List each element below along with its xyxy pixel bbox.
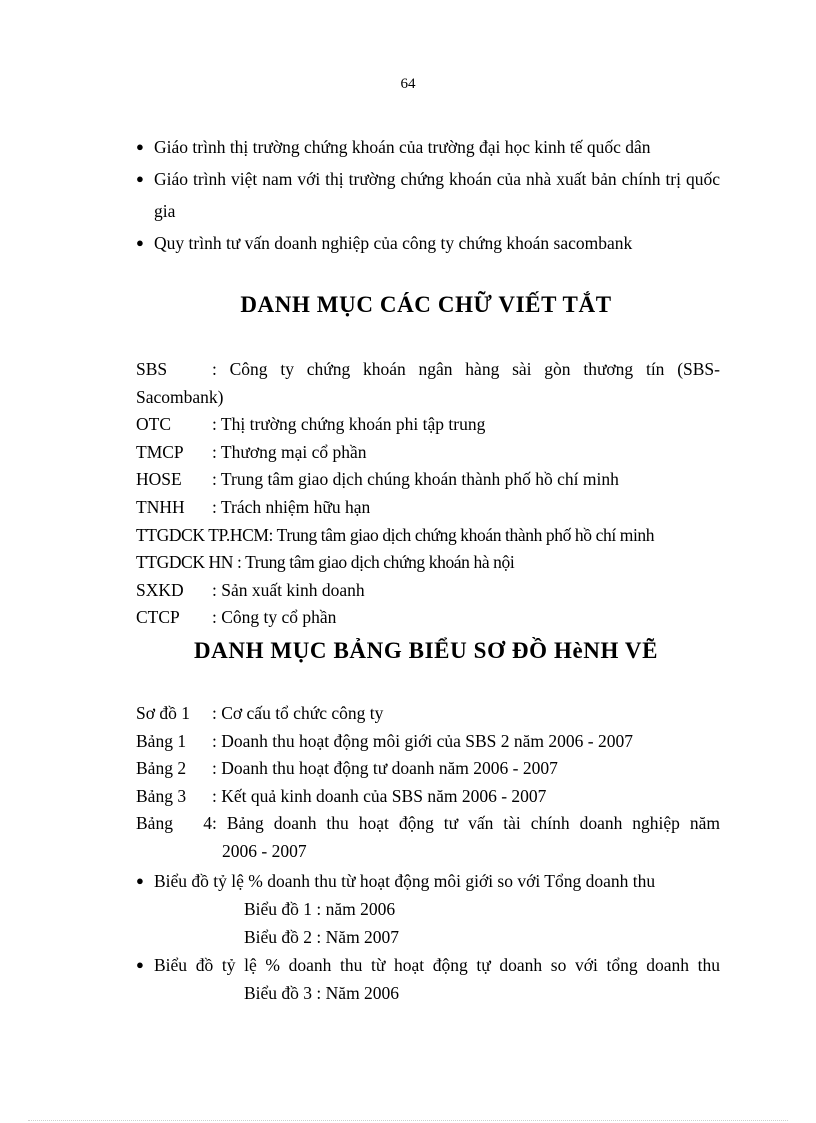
abbreviation-desc: : Sản xuất kinh doanh bbox=[212, 579, 365, 600]
page-number: 64 bbox=[400, 76, 416, 92]
abbreviation-item bbox=[136, 549, 720, 577]
abbreviation-term: TMCP bbox=[136, 441, 184, 462]
table-desc: : Cơ cấu tổ chức công ty bbox=[212, 703, 384, 723]
bullet-icon: ● bbox=[136, 957, 144, 972]
table-item bbox=[136, 700, 720, 728]
chart-item bbox=[136, 867, 720, 951]
abbreviation-full: TTGDCK TP.HCM: Trung tâm giao dịch chứng khoán thành phố hồ chí minh bbox=[136, 524, 655, 545]
table-item bbox=[136, 728, 720, 756]
abbreviation-list bbox=[136, 356, 720, 632]
abbreviation-item bbox=[136, 494, 720, 522]
abbreviation-term: HOSE bbox=[136, 469, 182, 490]
abbreviation-item bbox=[136, 411, 720, 439]
abbreviation-term: OTC bbox=[136, 414, 171, 435]
chart-title: Biểu đồ tỷ lệ % doanh thu từ hoạt động tự doanh so với tổng doanh thu bbox=[154, 955, 720, 975]
abbreviation-desc-cont: Sacombank) bbox=[136, 386, 224, 407]
abbreviation-desc: : Trách nhiệm hữu hạn bbox=[212, 496, 371, 517]
table-desc: : Doanh thu hoạt động môi giới của SBS 2 năm 2006 - 2007 bbox=[212, 730, 633, 751]
reference-item: ● Quy trình tư vấn doanh nghiệp của công ty chứng khoán sacombank bbox=[136, 227, 720, 259]
abbreviation-term: CTCP bbox=[136, 607, 180, 628]
reference-item: ● Giáo trình việt nam với thị trường chứng khoán của nhà xuất bản chính trị quốc gia bbox=[136, 163, 720, 227]
abbreviation-desc: : Công ty chứng khoán ngân hàng sài gòn thương tín (SBS- bbox=[212, 359, 720, 379]
chart-subitem: Biểu đồ 3 : Năm 2006 bbox=[244, 983, 400, 1003]
chart-item bbox=[136, 951, 720, 1007]
table-list bbox=[136, 700, 720, 866]
chart-title: Biểu đồ tỷ lệ % doanh thu từ hoạt động môi giới so với Tổng doanh thu bbox=[154, 871, 656, 891]
abbreviation-desc: : Thương mại cổ phần bbox=[212, 441, 367, 462]
abbreviation-item bbox=[136, 439, 720, 467]
abbreviation-term: SXKD bbox=[136, 579, 184, 600]
table-term: Bảng 4 bbox=[136, 813, 212, 834]
table-desc-cont: 2006 - 2007 bbox=[222, 840, 307, 861]
bullet-icon: ● bbox=[136, 171, 144, 186]
abbreviation-item bbox=[136, 356, 720, 411]
abbreviation-term: TNHH bbox=[136, 496, 185, 517]
tables-heading: DANH MỤC BẢNG BIỂU SƠ ĐỒ HèNH VẼ bbox=[193, 638, 659, 663]
table-term: Bảng 3 bbox=[136, 785, 187, 806]
abbreviation-desc: : Trung tâm giao dịch chúng khoán thành phố hồ chí minh bbox=[212, 469, 619, 490]
table-term: Bảng 2 bbox=[136, 758, 187, 779]
abbreviation-desc: : Công ty cổ phần bbox=[212, 607, 337, 628]
bullet-icon: ● bbox=[136, 235, 144, 250]
page-bottom-divider bbox=[28, 1120, 788, 1121]
table-item bbox=[136, 783, 720, 811]
abbreviation-item bbox=[136, 577, 720, 605]
abbreviation-item bbox=[136, 604, 720, 632]
abbreviation-term: SBS bbox=[136, 359, 168, 379]
bullet-icon: ● bbox=[136, 873, 144, 888]
chart-subitem: Biểu đồ 2 : Năm 2007 bbox=[244, 927, 400, 947]
abbreviation-full: TTGDCK HN : Trung tâm giao dịch chứng khoán hà nội bbox=[136, 552, 515, 573]
table-desc: : Bảng doanh thu hoạt động tư vấn tài chính doanh nghiệp năm bbox=[212, 813, 720, 834]
chart-list bbox=[136, 867, 720, 1007]
table-term: Sơ đồ 1 bbox=[136, 703, 190, 723]
chart-subitem: Biểu đồ 1 : năm 2006 bbox=[244, 899, 396, 919]
table-item bbox=[136, 755, 720, 783]
table-term: Bảng 1 bbox=[136, 730, 187, 751]
table-desc: : Kết quả kinh doanh của SBS năm 2006 - 2007 bbox=[212, 785, 547, 806]
bullet-icon: ● bbox=[136, 139, 144, 154]
reference-item: ● Giáo trình thị trường chứng khoán của trường đại học kinh tế quốc dân bbox=[136, 131, 720, 163]
abbreviation-item bbox=[136, 466, 720, 494]
table-desc: : Doanh thu hoạt động tư doanh năm 2006 - 2007 bbox=[212, 758, 558, 779]
abbreviations-heading: DANH MỤC CÁC CHỮ VIẾT TẮT bbox=[240, 292, 612, 317]
abbreviation-desc: : Thị trường chứng khoán phi tập trung bbox=[212, 414, 486, 435]
table-item bbox=[136, 810, 720, 865]
abbreviation-item bbox=[136, 522, 720, 550]
reference-list bbox=[136, 131, 720, 259]
